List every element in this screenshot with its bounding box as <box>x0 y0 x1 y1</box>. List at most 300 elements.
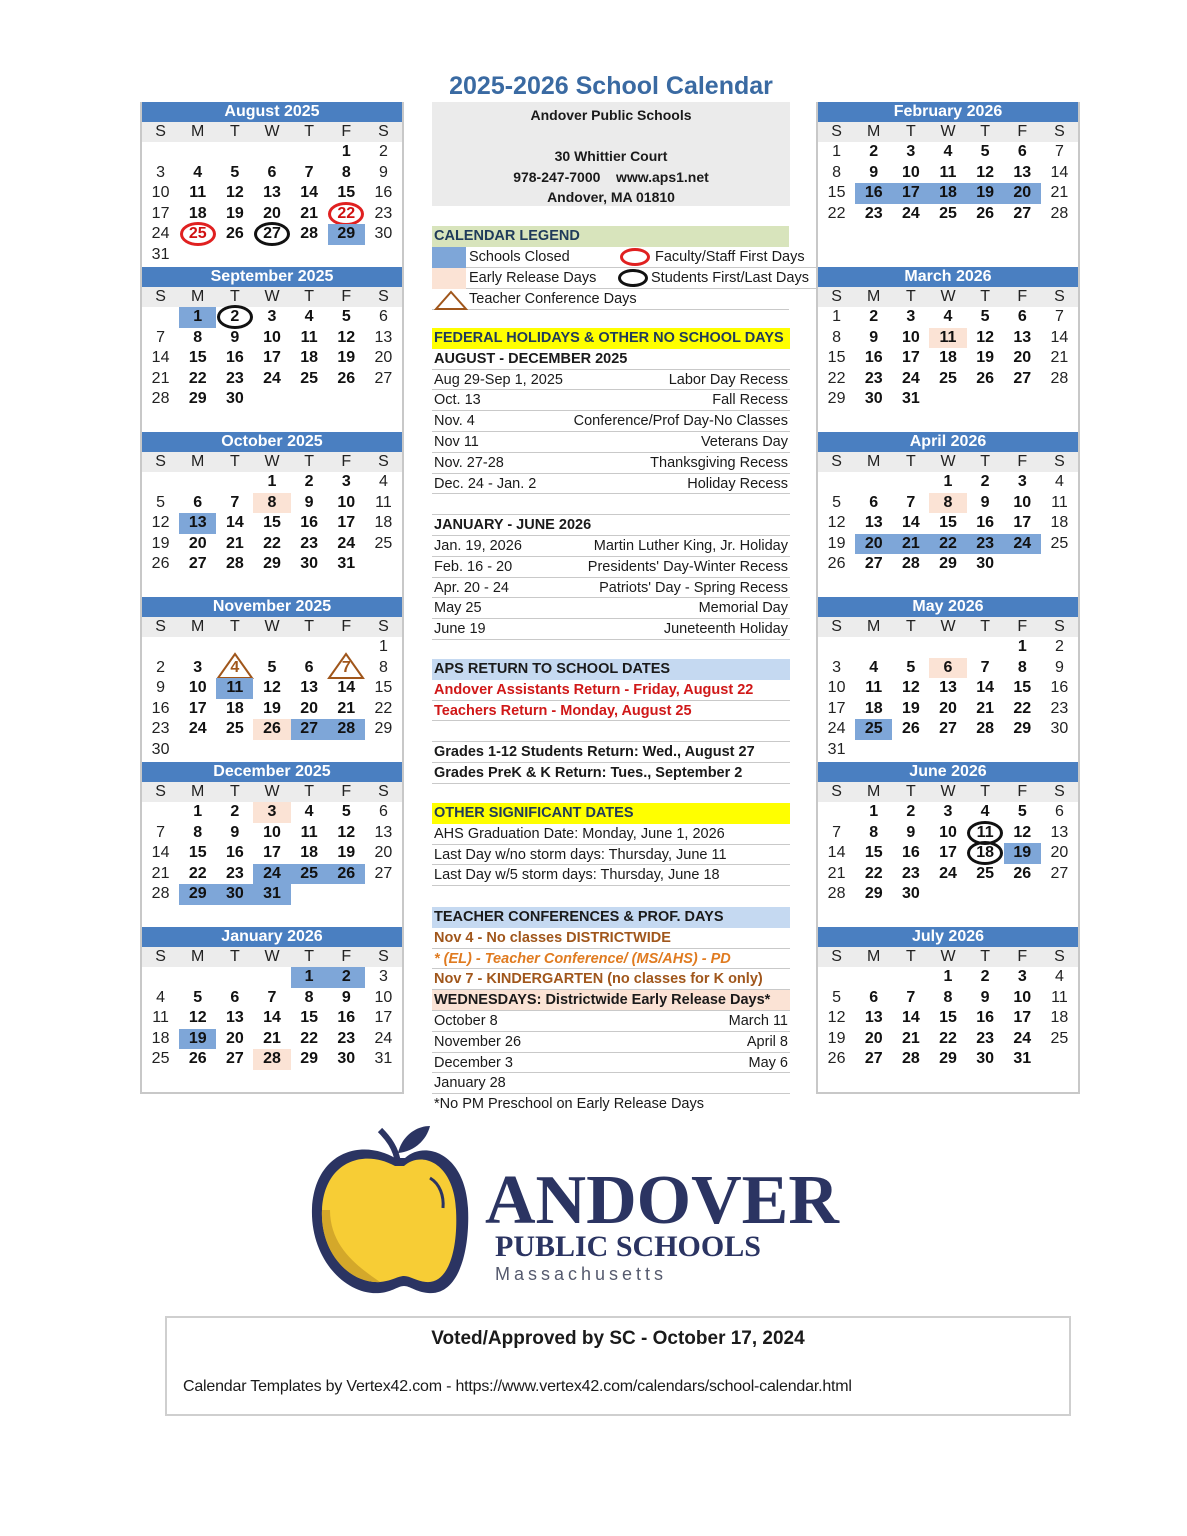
day-cell[interactable]: 4 <box>1054 473 1064 490</box>
day-cell[interactable]: 19 <box>225 204 244 222</box>
day-cell[interactable]: 16 <box>901 844 920 861</box>
day-cell[interactable]: 11 <box>216 678 253 699</box>
day-cell[interactable]: 24 <box>337 534 356 552</box>
day-cell[interactable]: 3 <box>906 308 916 325</box>
day-cell[interactable]: 2 <box>906 803 916 820</box>
day-cell[interactable]: 2 <box>1054 638 1064 655</box>
day-cell[interactable]: 24 <box>1013 1029 1032 1047</box>
day-cell[interactable]: 7 <box>906 988 916 1006</box>
day-cell[interactable]: 12 <box>827 514 846 531</box>
day-cell[interactable]: 10 <box>374 988 393 1006</box>
day-cell[interactable]: 9 <box>304 493 314 511</box>
day-cell[interactable]: 24 <box>151 225 170 242</box>
day-cell[interactable]: 13 <box>1013 163 1032 181</box>
day-cell[interactable]: 22 <box>864 864 883 882</box>
day-cell[interactable]: 23 <box>967 534 1004 555</box>
day-cell[interactable]: 4 <box>304 803 314 820</box>
day-cell[interactable]: 28 <box>976 720 995 737</box>
day-cell[interactable]: 19 <box>901 699 920 717</box>
day-cell[interactable]: 31 <box>253 884 290 905</box>
day-cell[interactable]: 2 <box>156 658 166 676</box>
day-cell[interactable]: 2 <box>869 143 879 160</box>
day-cell[interactable]: 19 <box>1004 843 1041 864</box>
day-cell[interactable]: 8 <box>341 163 351 181</box>
day-cell[interactable]: 13 <box>864 1009 883 1026</box>
day-cell[interactable]: 7 <box>267 988 277 1006</box>
day-cell[interactable]: 11 <box>300 328 318 346</box>
day-cell[interactable]: 15 <box>188 844 207 861</box>
day-cell[interactable]: 25 <box>300 369 319 387</box>
day-cell[interactable]: 16 <box>225 349 244 366</box>
day-cell[interactable]: 17 <box>901 349 920 366</box>
day-cell[interactable]: 4 <box>943 143 953 160</box>
day-cell[interactable]: 18 <box>967 843 1004 864</box>
day-cell[interactable]: 12 <box>188 1009 207 1026</box>
day-cell[interactable]: 29 <box>328 224 365 245</box>
day-cell[interactable]: 10 <box>939 823 957 841</box>
day-cell[interactable]: 28 <box>151 885 170 902</box>
day-cell[interactable]: 28 <box>1050 369 1069 387</box>
day-cell[interactable]: 23 <box>374 204 393 222</box>
day-cell[interactable]: 4 <box>378 473 388 490</box>
day-cell[interactable]: 16 <box>151 699 170 717</box>
day-cell[interactable]: 1 <box>378 638 388 655</box>
day-cell[interactable]: 24 <box>263 369 281 387</box>
day-cell[interactable]: 27 <box>291 719 328 740</box>
day-cell[interactable]: 1 <box>1017 638 1027 655</box>
day-cell[interactable]: 7 <box>230 493 240 511</box>
day-cell[interactable]: 17 <box>374 1009 393 1026</box>
day-cell[interactable]: 12 <box>901 679 920 696</box>
day-cell[interactable]: 25 <box>179 224 216 245</box>
day-cell[interactable]: 13 <box>939 679 957 696</box>
day-cell[interactable]: 13 <box>300 679 319 696</box>
day-cell[interactable]: 8 <box>378 658 388 676</box>
day-cell[interactable]: 14 <box>151 349 170 366</box>
day-cell[interactable]: 28 <box>901 555 920 572</box>
day-cell[interactable]: 25 <box>855 719 892 740</box>
day-cell[interactable]: 18 <box>939 349 957 366</box>
day-cell[interactable]: 29 <box>1013 720 1032 737</box>
day-cell[interactable]: 14 <box>827 844 846 861</box>
day-cell[interactable]: 7 <box>906 493 916 511</box>
day-cell[interactable]: 26 <box>337 369 356 387</box>
day-cell[interactable]: 10 <box>151 184 170 201</box>
day-cell[interactable]: 27 <box>1050 864 1069 882</box>
day-cell[interactable]: 9 <box>230 823 240 841</box>
day-cell[interactable]: 21 <box>1050 349 1069 366</box>
day-cell[interactable]: 15 <box>337 184 356 201</box>
day-cell[interactable]: 23 <box>864 204 883 222</box>
day-cell[interactable]: 25 <box>939 204 957 222</box>
day-cell[interactable]: 27 <box>374 369 393 387</box>
day-cell[interactable]: 8 <box>943 988 953 1006</box>
day-cell[interactable]: 8 <box>193 328 203 346</box>
day-cell[interactable]: 22 <box>328 204 365 225</box>
day-cell[interactable]: 21 <box>827 864 846 882</box>
day-cell[interactable]: 1 <box>193 803 203 820</box>
day-cell[interactable]: 8 <box>869 823 879 841</box>
day-cell[interactable]: 20 <box>1013 349 1032 366</box>
day-cell[interactable]: 19 <box>179 1029 216 1050</box>
day-cell[interactable]: 6 <box>267 163 277 181</box>
day-cell[interactable]: 4 <box>943 308 953 325</box>
day-cell[interactable]: 27 <box>864 1050 883 1067</box>
day-cell[interactable]: 6 <box>193 493 203 511</box>
day-cell[interactable]: 2 <box>304 473 314 490</box>
day-cell[interactable]: 1 <box>869 803 879 820</box>
day-cell[interactable]: 13 <box>1050 823 1069 841</box>
day-cell[interactable]: 28 <box>253 1049 290 1070</box>
day-cell[interactable]: 13 <box>1013 328 1032 346</box>
day-cell[interactable]: 25 <box>225 720 244 737</box>
day-cell[interactable]: 20 <box>263 204 281 222</box>
day-cell[interactable]: 10 <box>263 823 281 841</box>
day-cell[interactable]: 15 <box>263 514 281 531</box>
day-cell[interactable]: 17 <box>337 514 356 531</box>
day-cell[interactable]: 17 <box>1013 514 1032 531</box>
day-cell[interactable]: 18 <box>300 844 319 861</box>
day-cell[interactable]: 8 <box>253 493 290 514</box>
day-cell[interactable]: 27 <box>188 555 207 572</box>
day-cell[interactable]: 28 <box>300 225 319 242</box>
day-cell[interactable]: 12 <box>976 163 995 181</box>
day-cell[interactable]: 11 <box>865 679 883 696</box>
day-cell[interactable]: 23 <box>976 1029 995 1047</box>
day-cell[interactable]: 30 <box>976 555 995 572</box>
day-cell[interactable]: 6 <box>869 988 879 1006</box>
day-cell[interactable]: 8 <box>1017 658 1027 676</box>
day-cell[interactable]: 18 <box>188 204 207 222</box>
day-cell[interactable]: 24 <box>253 864 290 885</box>
day-cell[interactable]: 15 <box>1013 679 1032 696</box>
day-cell[interactable]: 5 <box>230 163 240 181</box>
day-cell[interactable]: 25 <box>939 369 957 387</box>
day-cell[interactable]: 31 <box>827 740 846 758</box>
day-cell[interactable]: 2 <box>980 473 990 490</box>
day-cell[interactable]: 1 <box>179 307 216 328</box>
day-cell[interactable]: 12 <box>1013 823 1032 841</box>
day-cell[interactable]: 19 <box>827 1029 846 1047</box>
day-cell[interactable]: 18 <box>151 1029 170 1047</box>
day-cell[interactable]: 4 <box>304 308 314 325</box>
day-cell[interactable]: 15 <box>864 844 883 861</box>
day-cell[interactable]: 16 <box>976 1009 995 1026</box>
day-cell[interactable]: 20 <box>1004 183 1041 204</box>
day-cell[interactable]: 7 <box>832 823 842 841</box>
day-cell[interactable]: 1 <box>341 143 351 160</box>
day-cell[interactable]: 22 <box>300 1029 319 1047</box>
day-cell[interactable]: 15 <box>827 349 846 366</box>
day-cell[interactable]: 3 <box>156 163 166 181</box>
day-cell[interactable]: 29 <box>300 1050 319 1067</box>
day-cell[interactable]: 13 <box>864 514 883 531</box>
day-cell[interactable]: 14 <box>1050 163 1069 181</box>
day-cell[interactable]: 7 <box>1054 308 1064 325</box>
day-cell[interactable]: 23 <box>901 864 920 882</box>
day-cell[interactable]: 23 <box>337 1029 356 1047</box>
day-cell[interactable]: 10 <box>188 679 207 696</box>
day-cell[interactable]: 19 <box>976 349 995 366</box>
day-cell[interactable]: 25 <box>976 864 995 882</box>
day-cell[interactable]: 21 <box>892 534 929 555</box>
day-cell[interactable]: 1 <box>943 473 953 490</box>
day-cell[interactable]: 21 <box>300 204 319 222</box>
day-cell[interactable]: 26 <box>328 864 365 885</box>
day-cell[interactable]: 19 <box>827 534 846 552</box>
day-cell[interactable]: 26 <box>151 555 170 572</box>
day-cell[interactable]: 16 <box>1050 679 1069 696</box>
day-cell[interactable]: 9 <box>1054 658 1064 676</box>
day-cell[interactable]: 28 <box>328 719 365 740</box>
day-cell[interactable]: 17 <box>939 844 957 861</box>
day-cell[interactable]: 16 <box>976 514 995 531</box>
day-cell[interactable]: 6 <box>230 988 240 1006</box>
day-cell[interactable]: 9 <box>156 679 166 696</box>
day-cell[interactable]: 20 <box>864 1029 883 1047</box>
day-cell[interactable]: 5 <box>980 308 990 325</box>
day-cell[interactable]: 28 <box>827 885 846 902</box>
day-cell[interactable]: 6 <box>869 493 879 511</box>
day-cell[interactable]: 14 <box>225 514 244 531</box>
day-cell[interactable]: 2 <box>216 307 253 328</box>
day-cell[interactable]: 31 <box>1013 1050 1032 1067</box>
day-cell[interactable]: 30 <box>216 884 253 905</box>
day-cell[interactable]: 30 <box>374 225 393 242</box>
day-cell[interactable]: 20 <box>374 349 393 366</box>
day-cell[interactable]: 25 <box>374 534 393 552</box>
day-cell[interactable]: 25 <box>1050 534 1069 552</box>
day-cell[interactable]: 5 <box>156 493 166 511</box>
day-cell[interactable]: 20 <box>300 699 319 717</box>
day-cell[interactable]: 22 <box>188 369 207 387</box>
day-cell[interactable]: 17 <box>151 204 170 222</box>
day-cell[interactable]: 16 <box>374 184 393 201</box>
day-cell[interactable]: 23 <box>864 369 883 387</box>
day-cell[interactable]: 10 <box>337 493 356 511</box>
day-cell[interactable]: 10 <box>827 679 846 696</box>
day-cell[interactable]: 16 <box>337 1009 356 1026</box>
day-cell[interactable]: 11 <box>1051 493 1068 511</box>
day-cell[interactable]: 12 <box>225 184 244 201</box>
day-cell[interactable]: 14 <box>901 1009 920 1026</box>
day-cell[interactable]: 5 <box>906 658 916 676</box>
day-cell[interactable]: 13 <box>179 513 216 534</box>
day-cell[interactable]: 4 <box>156 988 166 1006</box>
day-cell[interactable]: 13 <box>225 1009 244 1026</box>
day-cell[interactable]: 24 <box>901 369 920 387</box>
day-cell[interactable]: 27 <box>253 224 290 245</box>
day-cell[interactable]: 13 <box>263 184 281 201</box>
day-cell[interactable]: 11 <box>152 1009 169 1026</box>
day-cell[interactable]: 10 <box>1013 988 1032 1006</box>
day-cell[interactable]: 6 <box>378 803 388 820</box>
day-cell[interactable]: 22 <box>929 534 966 555</box>
day-cell[interactable]: 18 <box>374 514 393 531</box>
day-cell[interactable]: 21 <box>1050 184 1069 201</box>
day-cell[interactable]: 12 <box>976 328 995 346</box>
day-cell[interactable]: 18 <box>225 699 244 717</box>
day-cell[interactable]: 9 <box>378 163 388 181</box>
template-credit-link[interactable]: Calendar Templates by Vertex42.com - https://www.vertex42.com/calendars/school-calendar.html <box>183 1378 852 1395</box>
day-cell[interactable]: 6 <box>378 308 388 325</box>
day-cell[interactable]: 22 <box>939 1029 957 1047</box>
day-cell[interactable]: 4 <box>869 658 879 676</box>
day-cell[interactable]: 16 <box>225 844 244 861</box>
day-cell[interactable]: 9 <box>980 493 990 511</box>
day-cell[interactable]: 5 <box>980 143 990 160</box>
day-cell[interactable]: 9 <box>869 328 879 346</box>
day-cell[interactable]: 2 <box>869 308 879 325</box>
day-cell[interactable]: 25 <box>151 1050 170 1067</box>
day-cell[interactable]: 29 <box>864 885 883 902</box>
day-cell[interactable]: 20 <box>939 699 957 717</box>
day-cell[interactable]: 12 <box>337 328 356 346</box>
day-cell[interactable]: 11 <box>939 163 957 181</box>
day-cell[interactable]: 13 <box>374 823 393 841</box>
day-cell[interactable]: 26 <box>225 225 244 242</box>
day-cell[interactable]: 3 <box>1017 968 1027 985</box>
day-cell[interactable]: 29 <box>188 390 207 407</box>
day-cell[interactable]: 24 <box>827 720 846 737</box>
day-cell[interactable]: 27 <box>864 555 883 572</box>
day-cell[interactable]: 8 <box>304 988 314 1006</box>
day-cell[interactable]: 17 <box>263 349 281 366</box>
day-cell[interactable]: 26 <box>976 204 995 222</box>
day-cell[interactable]: 3 <box>378 968 388 985</box>
day-cell[interactable]: 23 <box>225 369 244 387</box>
day-cell[interactable]: 24 <box>188 720 207 737</box>
day-cell[interactable]: 2 <box>328 967 365 988</box>
day-cell[interactable]: 1 <box>291 967 328 988</box>
day-cell[interactable]: 7 <box>156 823 166 841</box>
day-cell[interactable]: 5 <box>267 658 277 676</box>
day-cell[interactable]: 24 <box>374 1029 393 1047</box>
day-cell[interactable]: 20 <box>188 534 207 552</box>
day-cell[interactable]: 15 <box>939 1009 957 1026</box>
day-cell[interactable]: 19 <box>263 699 281 717</box>
day-cell[interactable]: 8 <box>832 163 842 181</box>
day-cell[interactable]: 21 <box>263 1029 281 1047</box>
day-cell[interactable]: 19 <box>337 349 356 366</box>
day-cell[interactable]: 19 <box>151 534 170 552</box>
day-cell[interactable]: 3 <box>253 802 290 823</box>
day-cell[interactable]: 3 <box>1017 473 1027 490</box>
day-cell[interactable]: 21 <box>225 534 244 552</box>
day-cell[interactable]: 3 <box>341 473 351 490</box>
day-cell[interactable]: 17 <box>827 699 846 717</box>
day-cell[interactable]: 11 <box>300 823 318 841</box>
day-cell[interactable]: 18 <box>929 183 966 204</box>
day-cell[interactable]: 27 <box>939 720 957 737</box>
day-cell[interactable]: 31 <box>337 555 356 572</box>
day-cell[interactable]: 29 <box>263 555 281 572</box>
day-cell[interactable]: 23 <box>151 720 170 737</box>
day-cell[interactable]: 10 <box>901 163 920 181</box>
day-cell[interactable]: 20 <box>225 1029 244 1047</box>
day-cell[interactable]: 27 <box>225 1050 244 1067</box>
day-cell[interactable]: 11 <box>375 493 392 511</box>
day-cell[interactable]: 14 <box>976 679 995 696</box>
day-cell[interactable]: 16 <box>855 183 892 204</box>
day-cell[interactable]: 12 <box>337 823 356 841</box>
day-cell[interactable]: 9 <box>341 988 351 1006</box>
day-cell[interactable]: 20 <box>855 534 892 555</box>
day-cell[interactable]: 17 <box>188 699 207 717</box>
day-cell[interactable]: 10 <box>263 328 281 346</box>
day-cell[interactable]: 24 <box>901 204 920 222</box>
day-cell[interactable]: 6 <box>1054 803 1064 820</box>
day-cell[interactable]: 3 <box>832 658 842 676</box>
day-cell[interactable]: 14 <box>151 844 170 861</box>
day-cell[interactable]: 20 <box>374 844 393 861</box>
day-cell[interactable]: 26 <box>188 1050 207 1067</box>
day-cell[interactable]: 7 <box>304 163 314 181</box>
day-cell[interactable]: 5 <box>832 493 842 511</box>
day-cell[interactable]: 30 <box>225 390 244 407</box>
day-cell[interactable]: 2 <box>230 803 240 820</box>
day-cell[interactable]: 30 <box>976 1050 995 1067</box>
day-cell[interactable]: 1 <box>267 473 277 490</box>
day-cell[interactable]: 31 <box>901 390 920 407</box>
day-cell[interactable]: 5 <box>341 308 351 325</box>
day-cell[interactable]: 25 <box>291 864 328 885</box>
day-cell[interactable]: 10 <box>1013 493 1032 511</box>
day-cell[interactable]: 22 <box>1013 699 1032 717</box>
day-cell[interactable]: 15 <box>300 1009 319 1026</box>
day-cell[interactable]: 25 <box>1050 1029 1069 1047</box>
day-cell[interactable]: 27 <box>1013 204 1032 222</box>
day-cell[interactable]: 2 <box>378 143 388 160</box>
day-cell[interactable]: 29 <box>939 1050 957 1067</box>
day-cell[interactable]: 14 <box>901 514 920 531</box>
day-cell[interactable]: 26 <box>976 369 995 387</box>
day-cell[interactable]: 17 <box>1013 1009 1032 1026</box>
day-cell[interactable]: 22 <box>827 369 846 387</box>
day-cell[interactable]: 6 <box>929 658 966 679</box>
day-cell[interactable]: 29 <box>179 884 216 905</box>
day-cell[interactable]: 9 <box>980 988 990 1006</box>
day-cell[interactable]: 5 <box>1017 803 1027 820</box>
day-cell[interactable]: 21 <box>976 699 995 717</box>
day-cell[interactable]: 8 <box>929 493 966 514</box>
day-cell[interactable]: 12 <box>827 1009 846 1026</box>
day-cell[interactable]: 8 <box>193 823 203 841</box>
day-cell[interactable]: 4 <box>1054 968 1064 985</box>
day-cell[interactable]: 30 <box>864 390 883 407</box>
day-cell[interactable]: 17 <box>263 844 281 861</box>
day-cell[interactable]: 7 <box>328 658 365 679</box>
day-cell[interactable]: 3 <box>906 143 916 160</box>
day-cell[interactable]: 29 <box>827 390 846 407</box>
day-cell[interactable]: 18 <box>1050 1009 1069 1026</box>
day-cell[interactable]: 21 <box>337 699 356 717</box>
day-cell[interactable]: 4 <box>980 803 990 820</box>
day-cell[interactable]: 21 <box>901 1029 920 1047</box>
day-cell[interactable]: 22 <box>374 699 393 717</box>
day-cell[interactable]: 18 <box>1050 514 1069 531</box>
day-cell[interactable]: 11 <box>189 184 207 201</box>
day-cell[interactable]: 3 <box>193 658 203 676</box>
day-cell[interactable]: 15 <box>827 184 846 201</box>
day-cell[interactable]: 12 <box>151 514 170 531</box>
day-cell[interactable]: 26 <box>827 1050 846 1067</box>
day-cell[interactable]: 5 <box>341 803 351 820</box>
day-cell[interactable]: 9 <box>869 163 879 181</box>
day-cell[interactable]: 30 <box>901 885 920 902</box>
day-cell[interactable]: 7 <box>156 328 166 346</box>
day-cell[interactable]: 5 <box>832 988 842 1006</box>
